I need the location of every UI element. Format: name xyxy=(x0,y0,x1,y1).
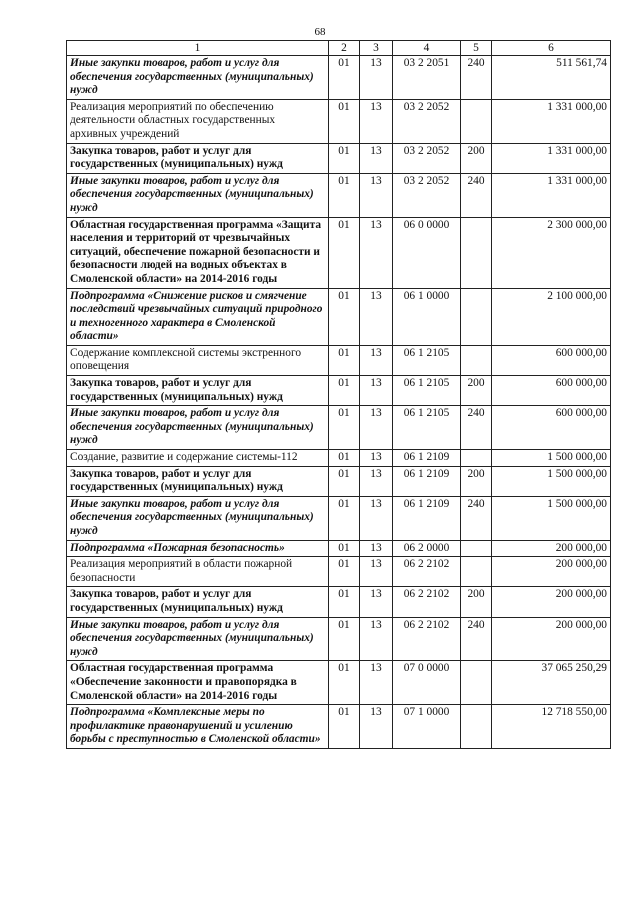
row-amount-cell: 1 500 000,00 xyxy=(492,450,611,467)
table-row xyxy=(67,376,611,406)
row-amount-cell: 2 300 000,00 xyxy=(492,217,611,288)
row-section-cell: 01 xyxy=(329,466,360,496)
row-name-cell: Иные закупки товаров, работ и услуг для обеспечения государственных (муниципальных) нужд xyxy=(67,56,329,100)
row-name-cell: Подпрограмма «Комплексные меры по профилактике правонарушений и усилению борьбы с преступностью в Смоленской области» xyxy=(67,705,329,749)
row-name-cell: Закупка товаров, работ и услуг для государственных (муниципальных) нужд xyxy=(67,143,329,173)
table-header-row xyxy=(67,41,611,56)
row-subsection-cell: 13 xyxy=(360,376,393,406)
row-expense-type-cell xyxy=(461,540,492,557)
row-target-code-cell: 06 1 2105 xyxy=(393,345,461,375)
row-name-cell: Реализация мероприятий по обеспечению деятельности областных государственных архивных учреждений xyxy=(67,99,329,143)
row-amount-cell: 511 561,74 xyxy=(492,56,611,100)
row-target-code-cell: 06 1 2109 xyxy=(393,466,461,496)
row-subsection-cell: 13 xyxy=(360,661,393,705)
row-target-code-cell: 06 2 0000 xyxy=(393,540,461,557)
row-section-cell: 01 xyxy=(329,406,360,450)
table-row xyxy=(67,540,611,557)
row-amount-cell: 1 500 000,00 xyxy=(492,466,611,496)
table-row xyxy=(67,56,611,100)
table-row xyxy=(67,557,611,587)
row-subsection-cell: 13 xyxy=(360,173,393,217)
table-row xyxy=(67,705,611,749)
column-header-4: 4 xyxy=(393,41,461,56)
row-target-code-cell: 03 2 2052 xyxy=(393,173,461,217)
row-section-cell: 01 xyxy=(329,345,360,375)
table-row xyxy=(67,661,611,705)
table-row xyxy=(67,217,611,288)
row-target-code-cell: 03 2 2051 xyxy=(393,56,461,100)
row-target-code-cell: 06 2 2102 xyxy=(393,557,461,587)
row-name-cell: Закупка товаров, работ и услуг для государственных (муниципальных) нужд xyxy=(67,587,329,617)
row-amount-cell: 12 718 550,00 xyxy=(492,705,611,749)
row-target-code-cell: 07 1 0000 xyxy=(393,705,461,749)
table-row xyxy=(67,496,611,540)
row-name-cell: Реализация мероприятий в области пожарной безопасности xyxy=(67,557,329,587)
row-section-cell: 01 xyxy=(329,450,360,467)
row-section-cell: 01 xyxy=(329,288,360,345)
table-row xyxy=(67,143,611,173)
row-subsection-cell: 13 xyxy=(360,496,393,540)
row-subsection-cell: 13 xyxy=(360,288,393,345)
row-target-code-cell: 06 1 2105 xyxy=(393,376,461,406)
column-header-1: 1 xyxy=(67,41,329,56)
page-number: 68 xyxy=(314,26,326,38)
row-section-cell: 01 xyxy=(329,143,360,173)
row-name-cell: Содержание комплексной системы экстренного оповещения xyxy=(67,345,329,375)
row-amount-cell: 1 331 000,00 xyxy=(492,99,611,143)
row-subsection-cell: 13 xyxy=(360,217,393,288)
row-name-cell: Создание, развитие и содержание системы-112 xyxy=(67,450,329,467)
row-section-cell: 01 xyxy=(329,56,360,100)
row-section-cell: 01 xyxy=(329,173,360,217)
row-subsection-cell: 13 xyxy=(360,450,393,467)
column-header-2: 2 xyxy=(329,41,360,56)
row-section-cell: 01 xyxy=(329,99,360,143)
row-expense-type-cell: 200 xyxy=(461,376,492,406)
row-target-code-cell: 06 1 2109 xyxy=(393,496,461,540)
row-expense-type-cell: 200 xyxy=(461,466,492,496)
row-amount-cell: 200 000,00 xyxy=(492,617,611,661)
row-amount-cell: 200 000,00 xyxy=(492,557,611,587)
table-row xyxy=(67,173,611,217)
row-target-code-cell: 06 0 0000 xyxy=(393,217,461,288)
table-row xyxy=(67,406,611,450)
row-expense-type-cell xyxy=(461,288,492,345)
row-expense-type-cell: 240 xyxy=(461,56,492,100)
row-target-code-cell: 06 1 0000 xyxy=(393,288,461,345)
row-expense-type-cell: 240 xyxy=(461,496,492,540)
table-row xyxy=(67,587,611,617)
row-amount-cell: 1 500 000,00 xyxy=(492,496,611,540)
table-row xyxy=(67,345,611,375)
row-subsection-cell: 13 xyxy=(360,406,393,450)
row-expense-type-cell xyxy=(461,661,492,705)
row-expense-type-cell xyxy=(461,557,492,587)
row-subsection-cell: 13 xyxy=(360,540,393,557)
row-name-cell: Областная государственная программа «Обеспечение законности и правопорядка в Смоленской области» на 2014-2016 годы xyxy=(67,661,329,705)
row-amount-cell: 600 000,00 xyxy=(492,376,611,406)
row-name-cell: Иные закупки товаров, работ и услуг для обеспечения государственных (муниципальных) нужд xyxy=(67,173,329,217)
row-target-code-cell: 06 1 2105 xyxy=(393,406,461,450)
row-name-cell: Подпрограмма «Снижение рисков и смягчение последствий чрезвычайных ситуаций природного и техногенного характера в Смоленской области» xyxy=(67,288,329,345)
row-name-cell: Закупка товаров, работ и услуг для государственных (муниципальных) нужд xyxy=(67,466,329,496)
row-section-cell: 01 xyxy=(329,557,360,587)
row-name-cell: Областная государственная программа «Защита населения и территорий от чрезвычайных ситуаций, обеспечение пожарной безопасности и безопасности людей на водных объектах в Смоленской области» на 2014-2016 годы xyxy=(67,217,329,288)
row-name-cell: Закупка товаров, работ и услуг для государственных (муниципальных) нужд xyxy=(67,376,329,406)
row-amount-cell: 600 000,00 xyxy=(492,345,611,375)
row-expense-type-cell xyxy=(461,99,492,143)
table-row xyxy=(67,617,611,661)
column-header-3: 3 xyxy=(360,41,393,56)
row-amount-cell: 200 000,00 xyxy=(492,587,611,617)
row-section-cell: 01 xyxy=(329,705,360,749)
table-row xyxy=(67,466,611,496)
row-section-cell: 01 xyxy=(329,540,360,557)
row-expense-type-cell: 200 xyxy=(461,143,492,173)
row-name-cell: Иные закупки товаров, работ и услуг для обеспечения государственных (муниципальных) нужд xyxy=(67,617,329,661)
row-expense-type-cell xyxy=(461,345,492,375)
row-section-cell: 01 xyxy=(329,587,360,617)
row-expense-type-cell: 240 xyxy=(461,173,492,217)
table-row xyxy=(67,99,611,143)
row-section-cell: 01 xyxy=(329,376,360,406)
row-amount-cell: 200 000,00 xyxy=(492,540,611,557)
row-target-code-cell: 03 2 2052 xyxy=(393,143,461,173)
row-section-cell: 01 xyxy=(329,617,360,661)
row-target-code-cell: 03 2 2052 xyxy=(393,99,461,143)
row-subsection-cell: 13 xyxy=(360,587,393,617)
row-target-code-cell: 07 0 0000 xyxy=(393,661,461,705)
row-subsection-cell: 13 xyxy=(360,557,393,587)
row-expense-type-cell xyxy=(461,217,492,288)
row-name-cell: Подпрограмма «Пожарная безопасность» xyxy=(67,540,329,557)
row-section-cell: 01 xyxy=(329,661,360,705)
row-section-cell: 01 xyxy=(329,496,360,540)
row-subsection-cell: 13 xyxy=(360,617,393,661)
row-amount-cell: 1 331 000,00 xyxy=(492,143,611,173)
row-expense-type-cell xyxy=(461,450,492,467)
column-header-5: 5 xyxy=(461,41,492,56)
row-subsection-cell: 13 xyxy=(360,466,393,496)
row-amount-cell: 37 065 250,29 xyxy=(492,661,611,705)
row-amount-cell: 1 331 000,00 xyxy=(492,173,611,217)
row-name-cell: Иные закупки товаров, работ и услуг для обеспечения государственных (муниципальных) нужд xyxy=(67,406,329,450)
column-header-6: 6 xyxy=(492,41,611,56)
row-target-code-cell: 06 1 2109 xyxy=(393,450,461,467)
row-target-code-cell: 06 2 2102 xyxy=(393,587,461,617)
budget-table xyxy=(66,40,611,749)
row-subsection-cell: 13 xyxy=(360,345,393,375)
row-expense-type-cell: 200 xyxy=(461,587,492,617)
row-amount-cell: 600 000,00 xyxy=(492,406,611,450)
row-amount-cell: 2 100 000,00 xyxy=(492,288,611,345)
row-expense-type-cell: 240 xyxy=(461,617,492,661)
row-subsection-cell: 13 xyxy=(360,56,393,100)
row-expense-type-cell: 240 xyxy=(461,406,492,450)
row-expense-type-cell xyxy=(461,705,492,749)
table-row xyxy=(67,288,611,345)
row-section-cell: 01 xyxy=(329,217,360,288)
table-row xyxy=(67,450,611,467)
row-name-cell: Иные закупки товаров, работ и услуг для обеспечения государственных (муниципальных) нужд xyxy=(67,496,329,540)
row-subsection-cell: 13 xyxy=(360,143,393,173)
row-target-code-cell: 06 2 2102 xyxy=(393,617,461,661)
row-subsection-cell: 13 xyxy=(360,705,393,749)
row-subsection-cell: 13 xyxy=(360,99,393,143)
